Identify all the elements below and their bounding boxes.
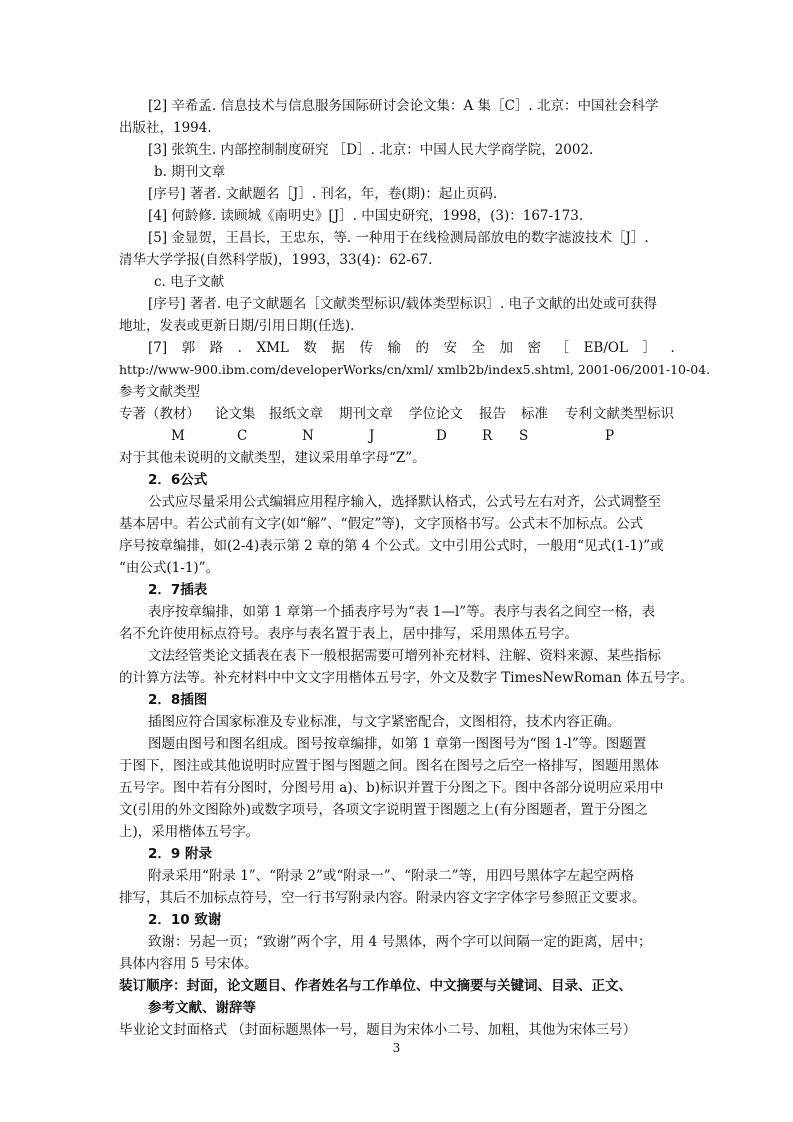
electronic-format-line-2: 地址，发表或更新日期/引用日期(任选). xyxy=(119,318,355,334)
formula-para-line-2: 基本居中。若公式前有文字(如“解”、“假定”等)，文字顶格书写。公式末不加标点。公式 xyxy=(119,516,644,532)
ref-7-part: EB/OL xyxy=(583,340,628,356)
ref-2-line-1: [2] 辛希孟. 信息技术与信息服务国际研讨会论文集：A 集［C］. 北京：中国社会科学 xyxy=(148,98,659,114)
figure-para-2-line-5: 上)，采用楷体五号字。 xyxy=(119,824,260,840)
acknowledgement-para-line-2: 具体内容用 5 号宋体。 xyxy=(119,956,258,972)
ref-7-part: 全 xyxy=(471,340,485,356)
table-para-1-line-2: 名不允许使用标点符号。表序与表名置于表上，居中排写，采用黑体五号字。 xyxy=(119,626,578,642)
other-types-note: 对于其他未说明的文献类型，建议采用单字母“Z”。 xyxy=(119,450,426,466)
figure-para-2-line-2: 于图下，图注或其他说明时应置于图与图题之间。图名在图号之后空一格排写，图题用黑体 xyxy=(119,758,659,774)
ref-7-part: 传 xyxy=(359,340,373,356)
ref-7-part: 数 xyxy=(303,340,317,356)
reference-types-codes-row xyxy=(119,426,675,447)
ref-7-part: 密 xyxy=(527,340,542,356)
ref-7-part: 郭 xyxy=(181,340,196,356)
type-name: 期刊文章 xyxy=(339,406,393,422)
ref-7-part: [7] xyxy=(148,340,168,356)
ref-7-part: . xyxy=(670,340,675,356)
table-para-2-line-1: 文法经管类论文插表在表下一般根据需要可增列补充材料、注解、资料来源、某些指标 xyxy=(148,648,661,664)
acknowledgement-para-line-1: 致谢：另起一页；“致谢”两个字，用 4 号黑体，两个字可以间隔一定的距离，居中； xyxy=(148,934,652,950)
journal-format: [序号] 著者. 文献题名［J］. 刊名，年，卷(期)：起止页码. xyxy=(148,186,498,202)
type-name: 专利 xyxy=(565,406,592,422)
electronic-format-line-1: [序号] 著者. 电子文献题名［文献类型标识/载体类型标识］. 电子文献的出处或可获得 xyxy=(148,296,658,312)
section-2-8-heading: 2．8插图 xyxy=(148,692,208,708)
table-para-2-line-2: 的计算方法等。补充材料中中文文字用楷体五号字，外文及数字 TimesNewRoman 体五号字。 xyxy=(119,670,694,686)
ref-7-part: . xyxy=(237,340,242,356)
subheading-electronic: c. 电子文献 xyxy=(154,274,225,290)
formula-para-line-3: 序号按章编排，如(2-4)表示第 2 章的第 4 个公式。文中引用公式时，一般用“见式(1-1)”或 xyxy=(119,538,664,554)
binding-order-line-2: 参考文献、谢辞等 xyxy=(148,1000,256,1016)
section-2-6-heading: 2．6公式 xyxy=(148,472,208,488)
figure-para-2-line-3: 五号字。图中若有分图时，分图号用 a)、b)标识并置于分图之下。图中各部分说明应采用中 xyxy=(119,780,664,796)
ref-2-line-2: 出版社，1994. xyxy=(119,120,212,136)
cover-format-line: 毕业论文封面格式 （封面标题黑体一号，题目为宋体小二号、加粗，其他为宋体三号） xyxy=(119,1022,637,1038)
formula-para-line-4: “由公式(1-1)”。 xyxy=(119,560,220,576)
type-name: 报告 xyxy=(479,406,506,422)
table-para-1-line-1: 表序按章编排，如第 1 章第一个插表序号为“表 1—l”等。表序与表名之间空一格，表 xyxy=(148,604,656,620)
appendix-para-line-2: 排写，其后不加标点符号，空一行书写附录内容。附录内容文字字体字号参照正文要求。 xyxy=(119,890,646,906)
type-code: D xyxy=(436,428,447,444)
subheading-journal: b. 期刊文章 xyxy=(154,164,226,180)
ref-7-line-1 xyxy=(148,338,675,359)
appendix-para-line-1: 附录采用“附录 1”、“附录 2”或“附录一”、“附录二”等，用四号黑体字左起空两格 xyxy=(148,868,634,884)
type-code: S xyxy=(519,428,529,444)
type-code: C xyxy=(237,428,248,444)
ref-5-line-2: 清华大学学报(自然科学版)，1993，33(4)：62-67. xyxy=(119,252,433,268)
ref-4: [4] 何龄修. 读顾城《南明史》[J］. 中国史研究，1998，(3)：167-173. xyxy=(148,208,584,224)
ref-7-part: 加 xyxy=(499,340,514,356)
type-name: 学位论文 xyxy=(409,406,463,422)
section-2-7-heading: 2．7插表 xyxy=(148,582,208,598)
ref-7-part: 安 xyxy=(443,340,457,356)
type-name: 标准 xyxy=(521,406,548,422)
ref-3: [3] 张筑生. 内部控制制度研究 ［D］. 北京：中国人民大学商学院，2002. xyxy=(148,142,594,158)
figure-para-2-line-4: 文(引用的外文图除外)或数字项号，各项文字说明置于图题之上(有分图题者，置于分图之 xyxy=(119,802,648,818)
section-2-10-heading: 2．10 致谢 xyxy=(148,912,222,928)
reference-types-names-row xyxy=(119,404,675,425)
type-code: P xyxy=(605,428,615,444)
type-code: J xyxy=(369,428,375,444)
ref-7-part: 的 xyxy=(415,340,429,356)
ref-7-part: 据 xyxy=(331,340,345,356)
type-name: 报纸文章 xyxy=(269,406,323,422)
figure-para-2-line-1: 图题由图号和图名组成。图号按章编排，如第 1 章第一图图号为“图 1-l”等。图题置 xyxy=(148,736,647,752)
type-name: 论文集 xyxy=(215,406,256,422)
reference-types-title: 参考文献类型 xyxy=(119,384,200,400)
page-number: 3 xyxy=(392,1041,401,1055)
type-code: N xyxy=(302,428,314,444)
ref-7-part: ［ xyxy=(555,340,570,356)
type-name: 专著（教材） xyxy=(119,406,200,422)
ref-7-part: 输 xyxy=(387,340,401,356)
section-2-9-heading: 2．9 附录 xyxy=(148,846,212,862)
ref-5-line-1: [5] 金显贺，王昌长，王忠东，等. 一种用于在线检测局部放电的数字滤波技术［J］. xyxy=(148,230,649,246)
ref-7-url-link[interactable]: http://www-900.ibm.com/developerWorks/cn/xml/ xmlb2b/index5.shtml, 2001-06/2001-10-04. xyxy=(119,362,711,377)
figure-para-1: 插图应符合国家标准及专业标准，与文字紧密配合，文图相符，技术内容正确。 xyxy=(148,714,621,730)
ref-7-part: XML xyxy=(256,340,289,356)
ref-7-part: 路 xyxy=(209,340,224,356)
type-code: R xyxy=(482,428,493,444)
ref-7-part: ］ xyxy=(642,340,656,356)
type-code: M xyxy=(171,428,185,444)
formula-para-line-1: 公式应尽量采用公式编辑应用程序输入，选择默认格式，公式号左右对齐，公式调整至 xyxy=(148,494,661,510)
binding-order-line-1: 装订顺序：封面，论文题目、作者姓名与工作单位、中文摘要与关键词、目录、正文、 xyxy=(119,978,632,994)
type-name: 文献类型标识 xyxy=(593,406,674,422)
